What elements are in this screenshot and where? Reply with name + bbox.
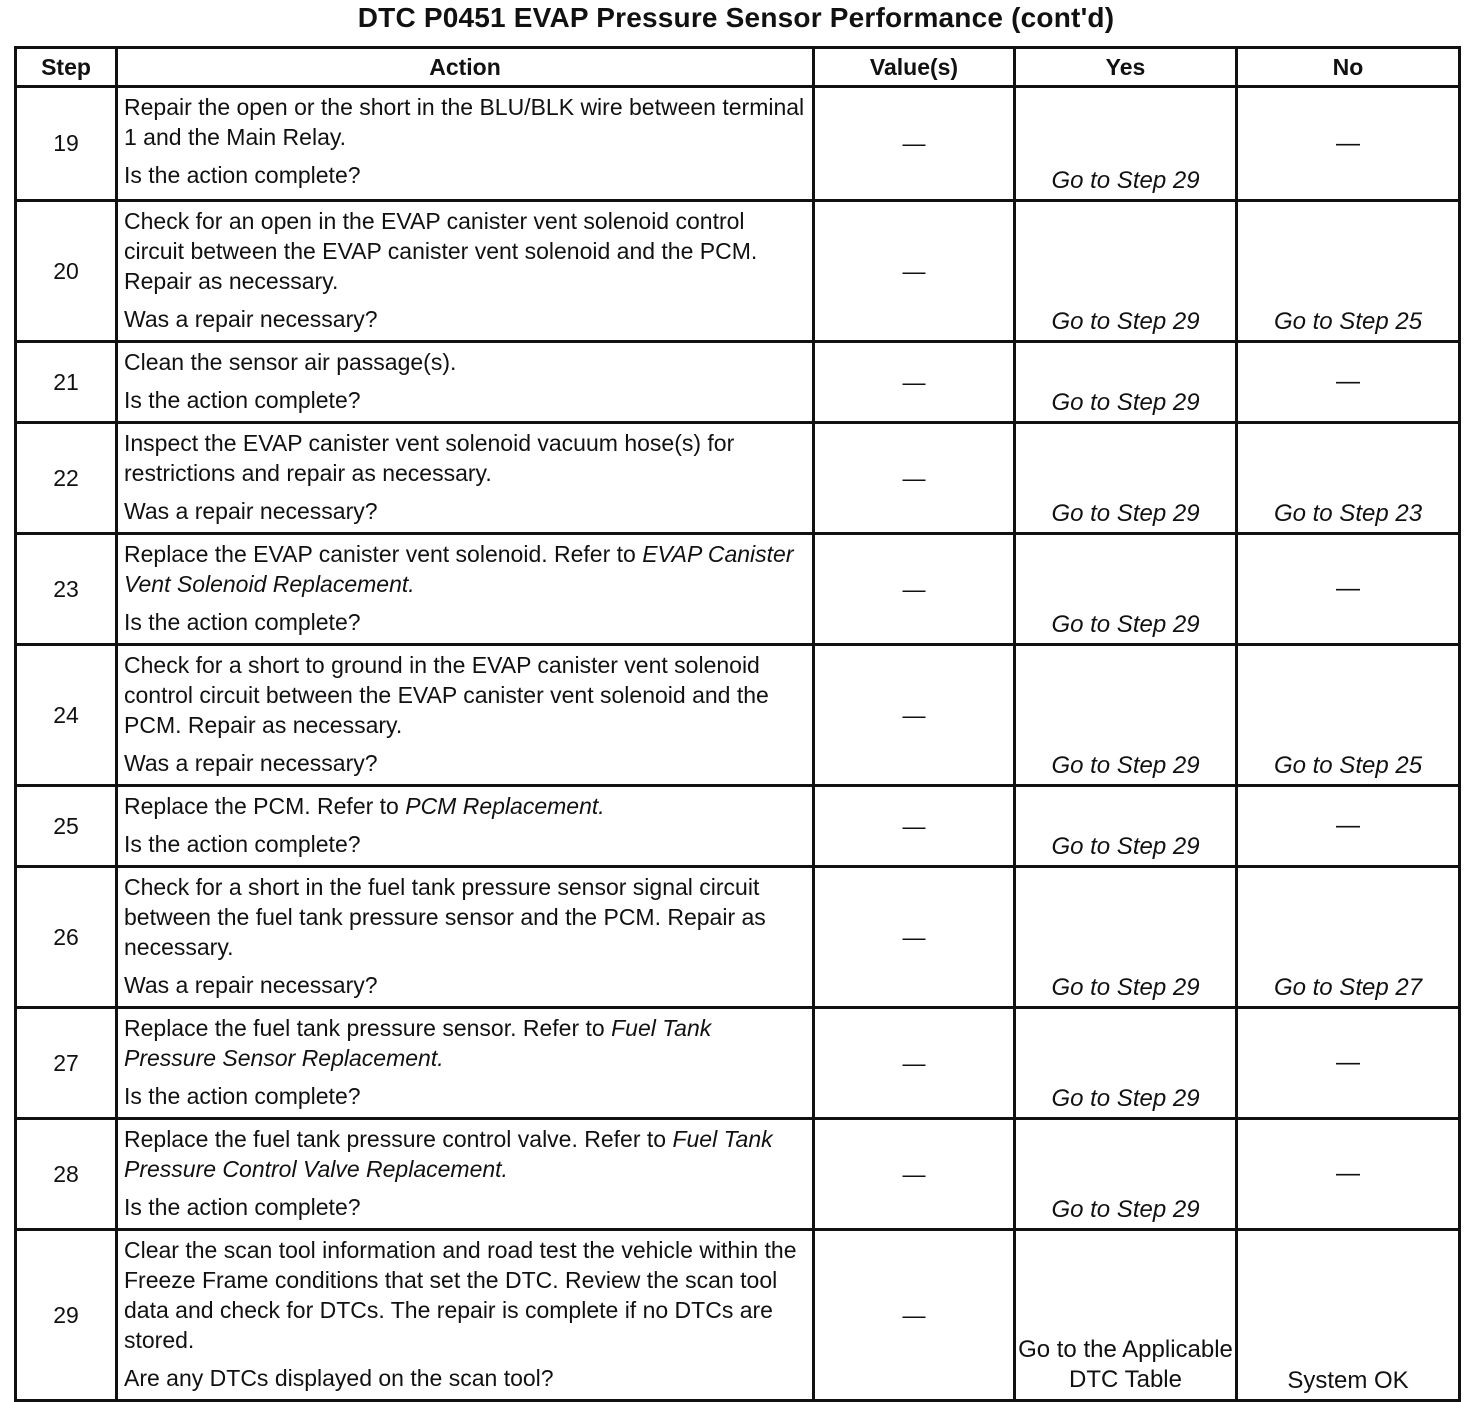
step-cell: 24 (16, 645, 117, 786)
header-row (16, 48, 1460, 87)
yes-cell: Go to Step 29 (1015, 1008, 1237, 1119)
step-cell: 27 (16, 1008, 117, 1119)
action-question: Was a repair necessary? (124, 972, 378, 998)
action-cell (117, 87, 814, 201)
action-question: Is the action complete? (124, 387, 361, 413)
step-cell: 29 (16, 1230, 117, 1401)
action-question: Is the action complete? (124, 831, 361, 857)
action-text: Clear the scan tool information and road test the vehicle within the Freeze Frame conditions that set the DTC. Review the scan tool data and check for DTCs. The repair is complete if no DTCs are stored. (124, 1237, 797, 1353)
value-cell: — (814, 201, 1015, 342)
no-cell: System OK (1237, 1230, 1460, 1401)
action-question: Are any DTCs displayed on the scan tool? (124, 1365, 554, 1391)
header-action: Action (117, 48, 814, 87)
value-cell: — (814, 534, 1015, 645)
table-row (16, 342, 1460, 423)
value-cell: — (814, 786, 1015, 867)
value-cell: — (814, 1008, 1015, 1119)
table-row (16, 645, 1460, 786)
table-row (16, 87, 1460, 201)
action-question: Was a repair necessary? (124, 306, 378, 332)
action-text: Clean the sensor air passage(s). (124, 349, 457, 375)
no-cell: Go to Step 25 (1237, 645, 1460, 786)
no-cell: — (1237, 786, 1460, 867)
yes-cell: Go to Step 29 (1015, 342, 1237, 423)
action-cell (117, 786, 814, 867)
step-cell: 20 (16, 201, 117, 342)
yes-cell: Go to the Applicable DTC Table (1015, 1230, 1237, 1401)
yes-cell: Go to Step 29 (1015, 87, 1237, 201)
value-cell: — (814, 87, 1015, 201)
action-cell (117, 201, 814, 342)
no-cell: Go to Step 25 (1237, 201, 1460, 342)
step-cell: 21 (16, 342, 117, 423)
value-cell: — (814, 645, 1015, 786)
action-cell (117, 1119, 814, 1230)
action-cell (117, 1008, 814, 1119)
no-cell: — (1237, 87, 1460, 201)
table-row (16, 867, 1460, 1008)
header-step: Step (16, 48, 117, 87)
action-cell (117, 423, 814, 534)
action-text: Check for a short in the fuel tank pressure sensor signal circuit between the fuel tank pressure sensor and the PCM. Repair as necessary. (124, 874, 766, 960)
action-cell (117, 1230, 814, 1401)
yes-cell: Go to Step 29 (1015, 201, 1237, 342)
value-cell: — (814, 423, 1015, 534)
header-no: No (1237, 48, 1460, 87)
action-text: Check for a short to ground in the EVAP canister vent solenoid control circuit between the EVAP canister vent solenoid and the PCM. Repair as necessary. (124, 652, 769, 738)
action-cell (117, 645, 814, 786)
no-cell: Go to Step 27 (1237, 867, 1460, 1008)
value-cell: — (814, 342, 1015, 423)
yes-cell: Go to Step 29 (1015, 534, 1237, 645)
yes-cell: Go to Step 29 (1015, 423, 1237, 534)
no-cell: Go to Step 23 (1237, 423, 1460, 534)
step-cell: 28 (16, 1119, 117, 1230)
action-question: Was a repair necessary? (124, 498, 378, 524)
step-cell: 23 (16, 534, 117, 645)
action-cell (117, 867, 814, 1008)
header-yes: Yes (1015, 48, 1237, 87)
table-row (16, 201, 1460, 342)
value-cell: — (814, 1119, 1015, 1230)
action-text: Inspect the EVAP canister vent solenoid vacuum hose(s) for restrictions and repair as necessary. (124, 430, 735, 486)
step-cell: 22 (16, 423, 117, 534)
yes-cell: Go to Step 29 (1015, 786, 1237, 867)
action-question: Is the action complete? (124, 162, 361, 188)
action-text: Replace the fuel tank pressure sensor. Refer to Fuel Tank Pressure Sensor Replacement. (124, 1015, 712, 1071)
no-cell: — (1237, 534, 1460, 645)
value-cell: — (814, 867, 1015, 1008)
action-question: Is the action complete? (124, 1083, 361, 1109)
header-values: Value(s) (814, 48, 1015, 87)
action-question: Is the action complete? (124, 1194, 361, 1220)
action-text: Check for an open in the EVAP canister vent solenoid control circuit between the EVAP canister vent solenoid and the PCM. Repair as necessary. (124, 208, 758, 294)
value-cell: — (814, 1230, 1015, 1401)
action-cell (117, 534, 814, 645)
action-text: Replace the PCM. Refer to PCM Replacement. (124, 793, 605, 819)
action-text: Replace the fuel tank pressure control valve. Refer to Fuel Tank Pressure Control Valve Replacement. (124, 1126, 773, 1182)
step-cell: 19 (16, 87, 117, 201)
no-cell: — (1237, 1008, 1460, 1119)
action-cell (117, 342, 814, 423)
yes-cell: Go to Step 29 (1015, 1119, 1237, 1230)
yes-cell: Go to Step 29 (1015, 867, 1237, 1008)
no-cell: — (1237, 1119, 1460, 1230)
action-text: Repair the open or the short in the BLU/BLK wire between terminal 1 and the Main Relay. (124, 94, 805, 150)
table-row (16, 786, 1460, 867)
table-row (16, 1008, 1460, 1119)
table-row (16, 1230, 1460, 1401)
table-body (16, 87, 1460, 1401)
action-question: Is the action complete? (124, 609, 361, 635)
table-row (16, 1119, 1460, 1230)
step-cell: 26 (16, 867, 117, 1008)
no-cell: — (1237, 342, 1460, 423)
action-question: Was a repair necessary? (124, 750, 378, 776)
diagnostic-table (14, 46, 1461, 1402)
table-row (16, 534, 1460, 645)
step-cell: 25 (16, 786, 117, 867)
page-title: DTC P0451 EVAP Pressure Sensor Performance (cont'd) (357, 2, 1115, 33)
table-row (16, 423, 1460, 534)
action-text: Replace the EVAP canister vent solenoid. Refer to EVAP Canister Vent Solenoid Replacement. (124, 541, 794, 597)
yes-cell: Go to Step 29 (1015, 645, 1237, 786)
